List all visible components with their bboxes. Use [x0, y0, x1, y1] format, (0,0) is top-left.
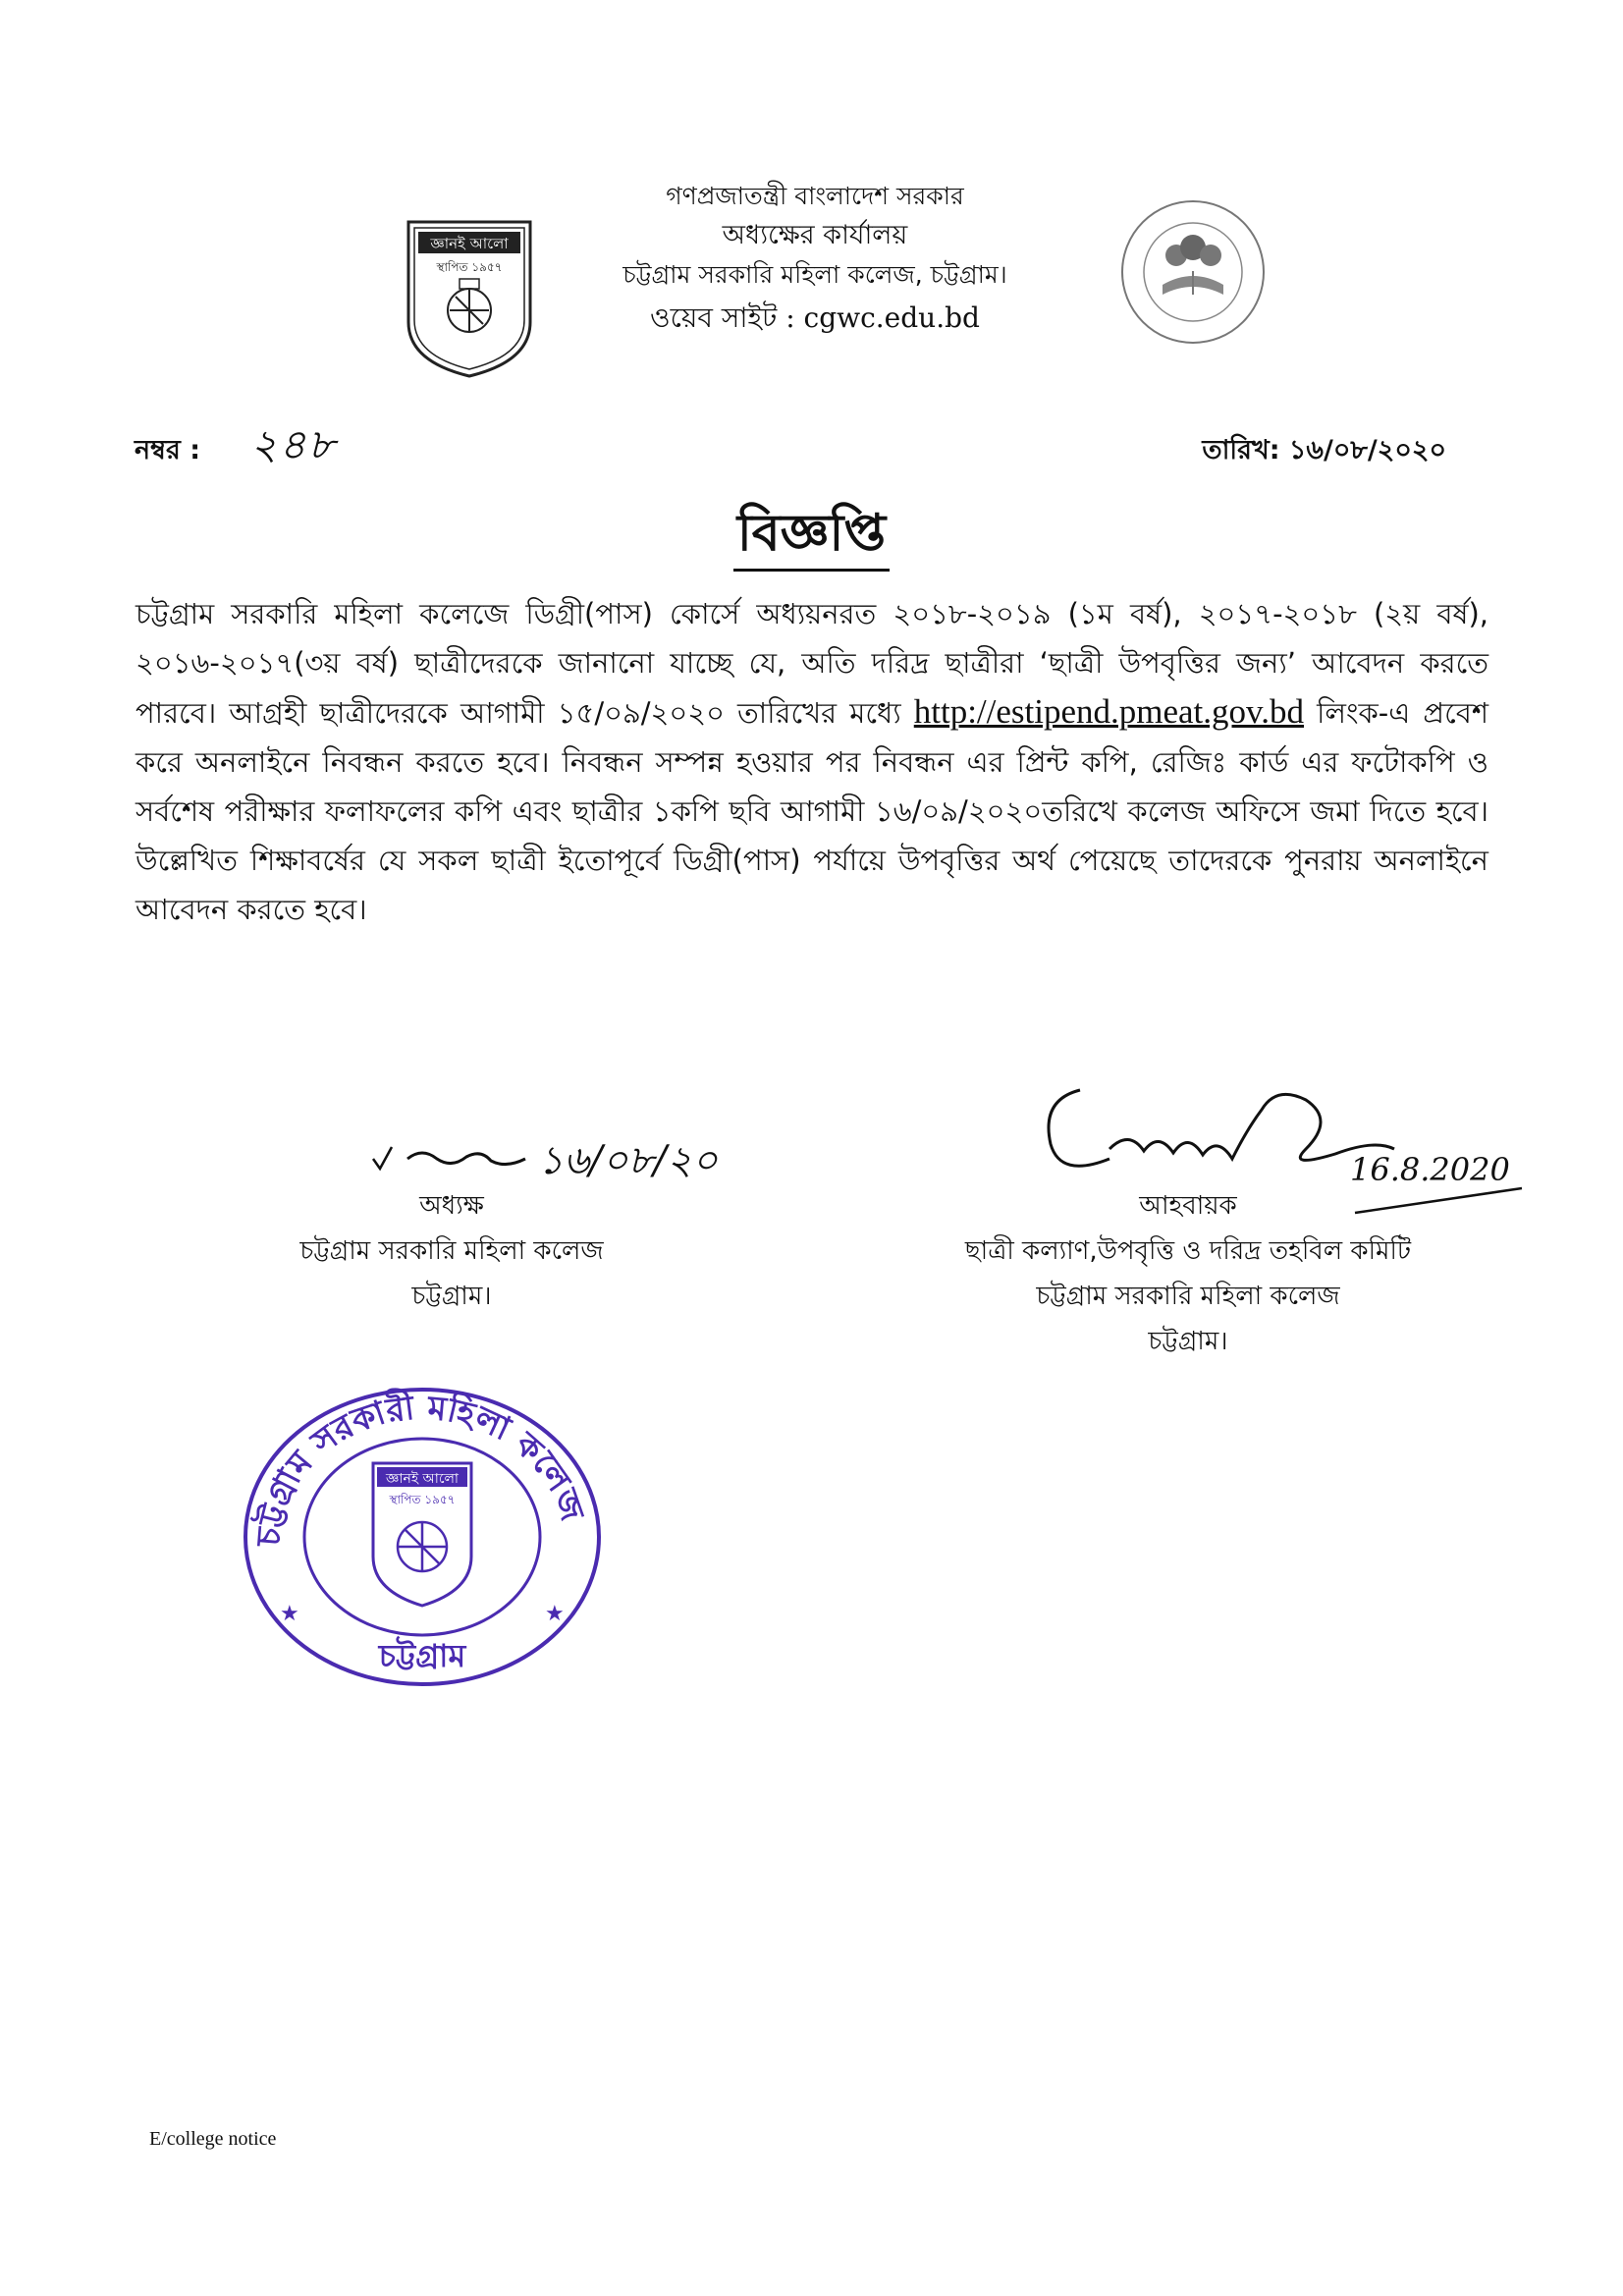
principal-signature-date: ১৬/০৮/২০	[538, 1138, 718, 1183]
reference-label: নম্বর :	[135, 435, 201, 465]
convener-city: চট্টগ্রাম।	[1148, 1327, 1228, 1356]
office-name: অধ্যক্ষের কার্যালয়	[722, 220, 908, 250]
seal-ring-text: চট্টগ্রাম সরকারী মহিলা কলেজ	[248, 1388, 592, 1548]
notice-title-wrapper	[0, 493, 1623, 578]
footer-note: E/college notice	[149, 2128, 277, 2150]
notice-body	[135, 589, 1488, 934]
college-seal-stamp	[236, 1380, 609, 1694]
letterhead	[471, 177, 1159, 342]
college-website: ওয়েব সাইট : cgwc.edu.bd	[650, 301, 980, 334]
government-name: গণপ্রজাতন্ত্রী বাংলাদেশ সরকার	[666, 182, 964, 210]
notice-title: বিজ্ঞপ্তি	[733, 504, 890, 572]
principal-designation: অধ্যক্ষ	[419, 1191, 484, 1221]
reference-number: ২৪৮	[250, 420, 337, 468]
principal-city: চট্টগ্রাম।	[411, 1282, 492, 1311]
body-text-part-1: চট্টগ্রাম সরকারি মহিলা কলেজে ডিগ্রী(পাস) কোর্সে অধ্যয়নরত ২০১৮-২০১৯ (১ম বর্ষ), ২০১৭-২০১৮ (২য় বর্ষ), ২০১৬-২০১৭(৩য় বর্ষ) ছাত্রীদেরকে জানানো যাচ্ছে যে, অতি দরিদ্র ছাত্রীরা ‘ছাত্রী উপবৃত্তির জন্য’ আবেদন করতে পারবে। আগ্রহী ছাত্রীদেরকে আগামী ১৫/০৯/২০২০ তারিখের মধ্যে	[135, 597, 1488, 730]
principal-signature-block	[236, 1183, 668, 1319]
seal-established: স্থাপিত ১৯৫৭	[389, 1493, 456, 1506]
convener-signature-date: 16.8.2020	[1350, 1151, 1510, 1188]
body-text-part-2: লিংক-এ প্রবেশ করে অনলাইনে নিবন্ধন করতে হবে। নিবন্ধন সম্পন্ন হওয়ার পর নিবন্ধন এর প্রিন্ট কপি, রেজিঃ কার্ড এর ফটোকপি ও সর্বশেষ পরীক্ষার ফলাফলের কপি এবং ছাত্রীর ১কপি ছবি আগামী ১৬/০৯/২০২০তরিখে কলেজ অফিসে জমা দিতে হবে। উল্লেখিত শিক্ষাবর্ষের যে সকল ছাত্রী ইতোপূর্বে ডিগ্রী(পাস) পর্যায়ে উপবৃত্তির অর্থ পেয়েছে তাদেরকে পুনরায় অনলাইনে আবেদন করতে হবে।	[135, 696, 1489, 926]
seal-bottom-text: চট্টগ্রাম	[378, 1637, 466, 1674]
convener-designation: আহবায়ক	[1139, 1191, 1237, 1221]
crest-motto: জ্ঞানই আলো	[430, 235, 509, 252]
seal-star-left: ★	[280, 1602, 299, 1626]
crest-established: স্থাপিত ১৯৫৭	[436, 260, 503, 274]
convener-committee: ছাত্রী কল্যাণ,উপবৃত্তি ও দরিদ্র তহবিল কমিটি	[964, 1236, 1412, 1266]
estipend-link[interactable]: http://estipend.pmeat.gov.bd	[913, 692, 1305, 731]
seal-star-right: ★	[545, 1602, 565, 1626]
college-address: চট্টগ্রাম সরকারি মহিলা কলেজ, চট্টগ্রাম।	[622, 260, 1007, 289]
principal-institution: চট্টগ্রাম সরকারি মহিলা কলেজ	[299, 1236, 604, 1266]
seal-motto: জ্ঞানই আলো	[386, 1471, 459, 1487]
convener-signature-block	[884, 1183, 1492, 1364]
convener-institution: চট্টগ্রাম সরকারি মহিলা কলেজ	[1036, 1282, 1340, 1311]
notice-date: তারিখ: ১৬/০৮/২০২০	[1202, 435, 1446, 465]
